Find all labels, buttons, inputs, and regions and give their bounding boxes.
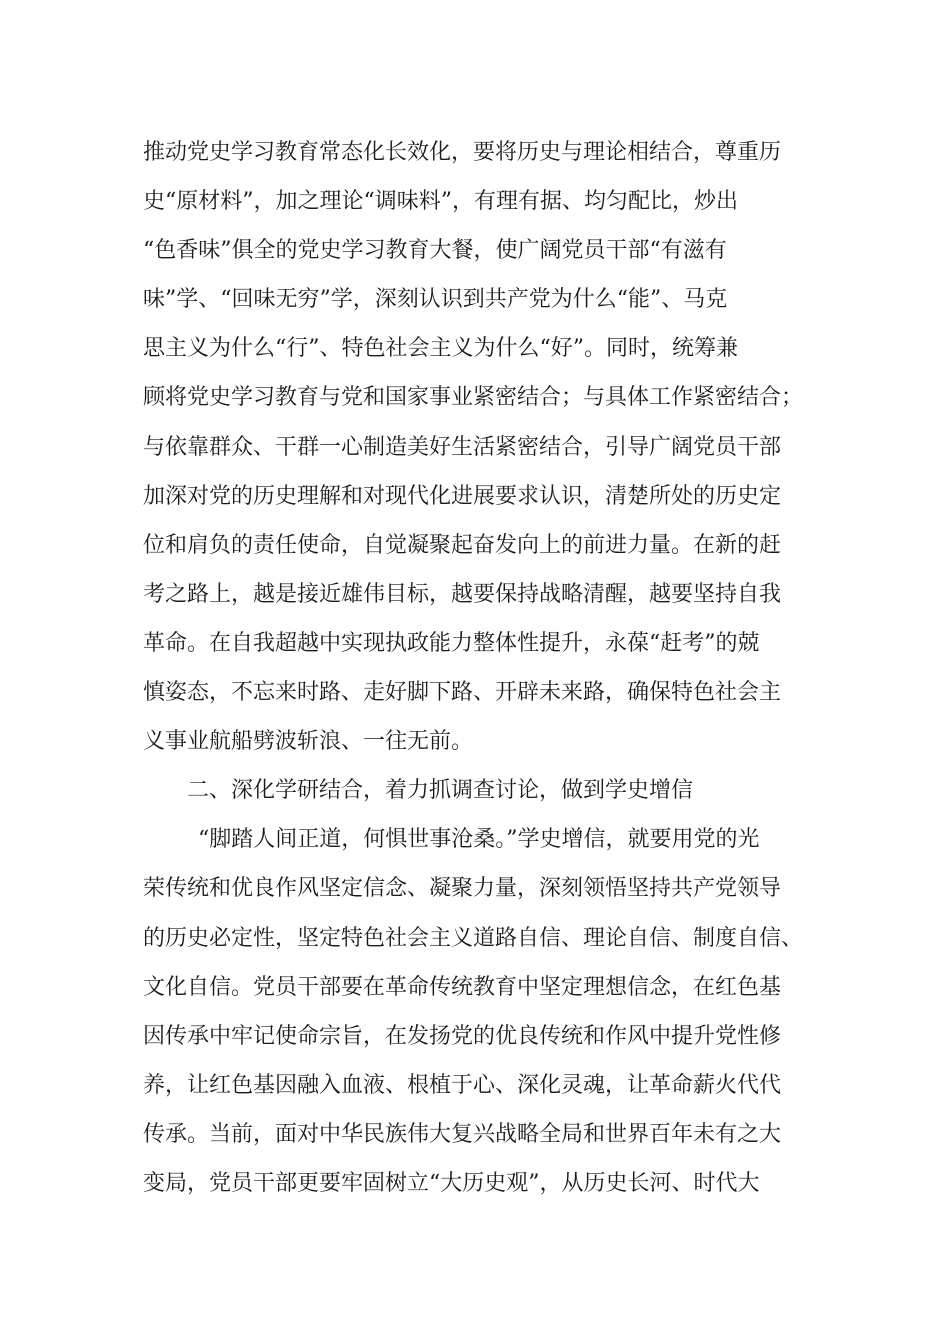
body-text xyxy=(143,128,833,1208)
text-line: 味”学、“回味无穷”学，深刻认识到共产党为什么“能”、马克 xyxy=(143,287,728,313)
text-line: 文化自信。党员干部要在革命传统教育中坚定理想信念，在红色基 xyxy=(143,974,782,1000)
text-line: 推动党史学习教育常态化长效化，要将历史与理论相结合，尊重历 xyxy=(143,140,782,165)
text-line: 养，让红色基因融入血液、根植于心、深化灵魂，让革命薪火代代 xyxy=(143,1072,782,1098)
text-line: 因传承中牢记使命宗旨，在发扬党的优良传统和作风中提升党性修 xyxy=(143,1023,782,1049)
text-line: 思主义为什么“行”、特色社会主义为什么“好”。同时，统筹兼 xyxy=(143,336,738,362)
text-line: “色香味”俱全的党史学习教育大餐，使广阔党员干部“有滋有 xyxy=(143,238,727,264)
section-heading: 二、深化学研结合，着力抓调查讨论，做到学史增信 xyxy=(187,778,694,804)
text-line: 变局，党员干部更要牢固树立“大历史观”，从历史长河、时代大 xyxy=(143,1170,760,1196)
text-line: 史“原材料”，加之理论“调味料”，有理有据、均匀配比，炒出 xyxy=(143,189,738,215)
paragraph-first-line: “脚踏人间正道，何惧世事沧桑。”学史增信，就要用党的光 xyxy=(198,827,760,853)
text-line: 传承。当前，面对中华民族伟大复兴战略全局和世界百年未有之大 xyxy=(143,1121,782,1147)
text-line: 义事业航船劈波斩浪、一往无前。 xyxy=(143,729,474,755)
text-line: 顾将党史学习教育与党和国家事业紧密结合；与具体工作紧密结合； xyxy=(143,385,804,411)
text-line: 荣传统和优良作风坚定信念、凝聚力量，深刻领悟坚持共产党领导 xyxy=(143,876,782,902)
text-line: 与依靠群众、干群一心制造美好生活紧密结合，引导广阔党员干部 xyxy=(143,434,782,460)
text-line: 的历史必定性，坚定特色社会主义道路自信、理论自信、制度自信、 xyxy=(143,925,804,951)
text-line: 考之路上，越是接近雄伟目标，越要保持战略清醒，越要坚持自我 xyxy=(143,581,782,607)
text-line: 位和肩负的责任使命，自觉凝聚起奋发向上的前进力量。在新的赶 xyxy=(143,532,782,558)
text-line: 革命。在自我超越中实现执政能力整体性提升，永葆“赶考”的兢 xyxy=(143,630,760,656)
text-line: 慎姿态，不忘来时路、走好脚下路、开辟未来路，确保特色社会主 xyxy=(143,680,782,706)
text-line: 加深对党的历史理解和对现代化进展要求认识，清楚所处的历史定 xyxy=(143,483,782,509)
